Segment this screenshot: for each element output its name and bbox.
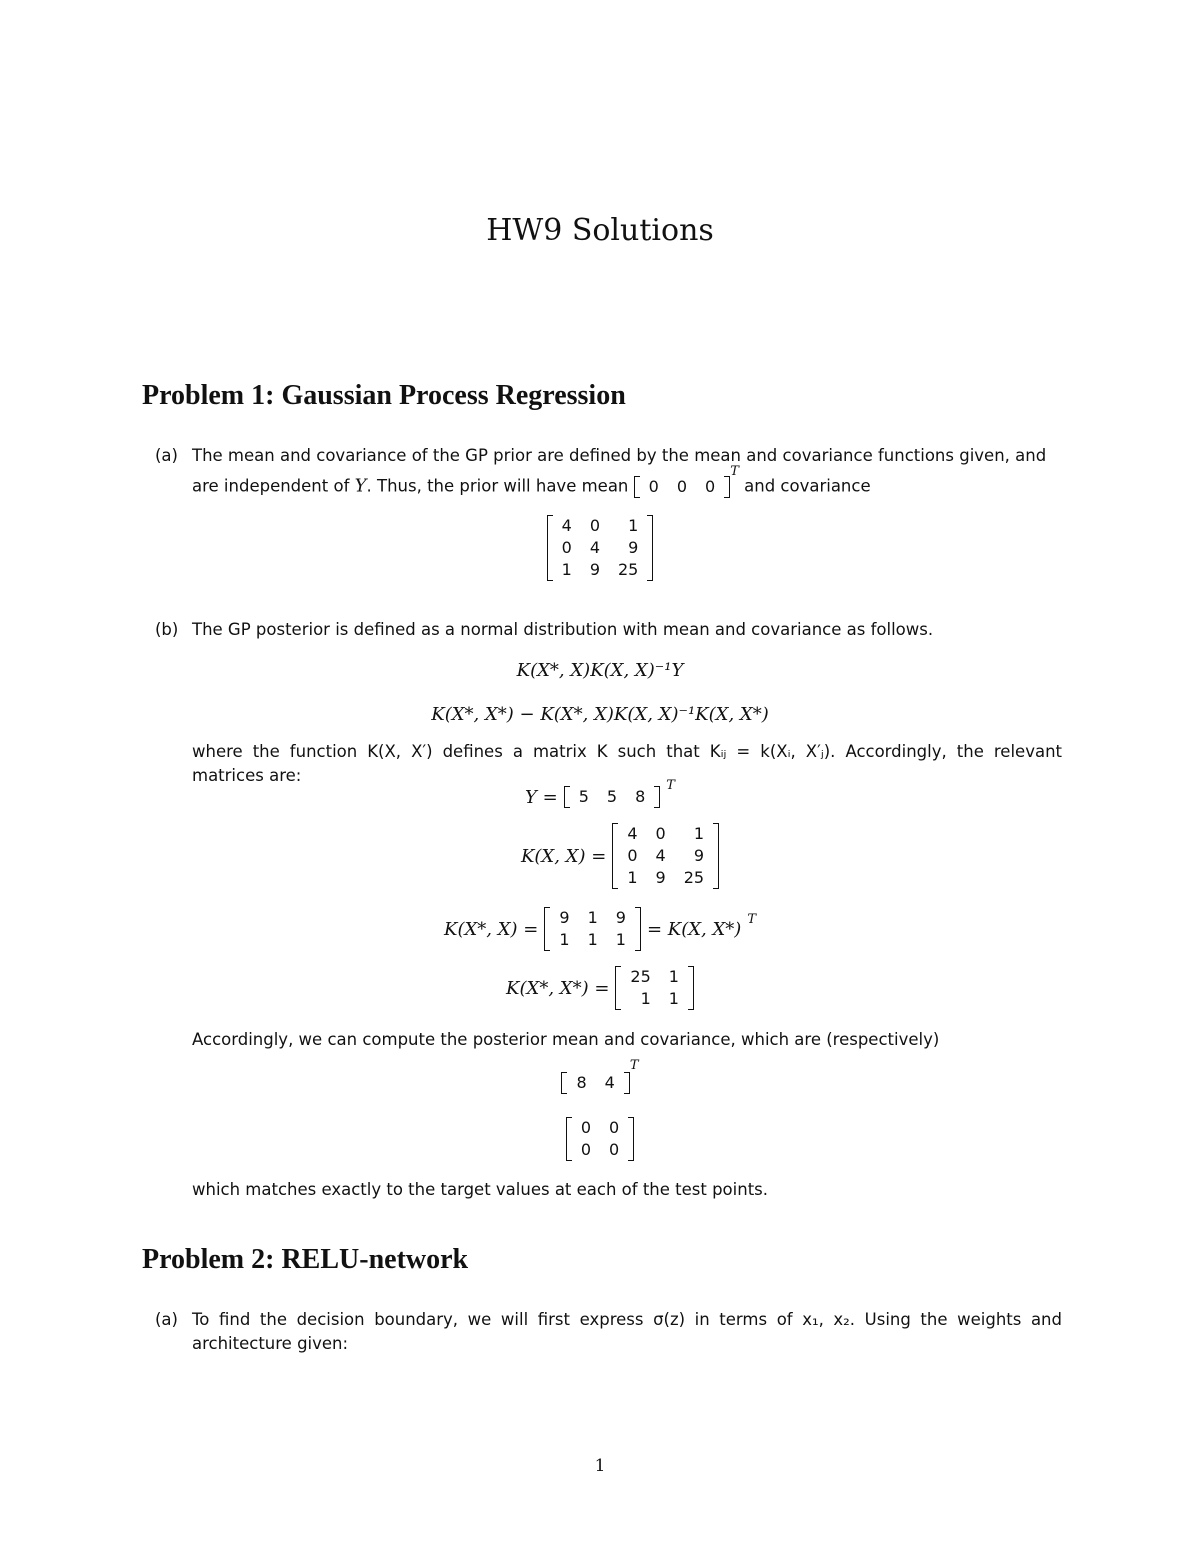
matrix-cell: 4 xyxy=(655,846,666,865)
posterior-cov-result xyxy=(0,1117,1200,1161)
matrix-cell: 0 xyxy=(580,1140,591,1159)
Kxx-label: K(X, X) = xyxy=(520,845,607,867)
document-title: HW9 Solutions xyxy=(486,213,714,248)
Kss-definition xyxy=(0,966,1200,1010)
matrix-cell: 1 xyxy=(559,930,570,949)
matrix-cell: 8 xyxy=(635,787,646,806)
matrix-cell: 8 xyxy=(576,1073,587,1092)
matrix-cell: 0 xyxy=(589,516,600,535)
matrix-row xyxy=(572,1139,628,1161)
matrix-cell: 1 xyxy=(668,989,679,1008)
prior-cov-matrix xyxy=(547,515,654,581)
part-a-line2-post: and covariance xyxy=(738,476,871,496)
transpose-symbol: T xyxy=(730,464,739,479)
matrix-cell: 1 xyxy=(587,908,598,927)
matrix-cell: 0 xyxy=(609,1140,620,1159)
transpose-symbol: T xyxy=(629,1058,639,1073)
matrix-cell: 0 xyxy=(627,846,638,865)
Ksx-label: K(X*, X) = xyxy=(444,918,539,940)
matrix-cell: 5 xyxy=(578,787,589,806)
prior-covariance xyxy=(0,515,1200,581)
Kxx-definition xyxy=(0,823,1200,889)
matrix-row xyxy=(570,786,655,808)
part-a-line2 xyxy=(192,464,1062,499)
matrix-cell: 0 xyxy=(609,1118,620,1137)
matrix-cell: 9 xyxy=(655,868,666,887)
matrix-cell: 4 xyxy=(561,516,572,535)
part-a-line2-pre: are independent of xyxy=(192,476,355,496)
problem2-heading: Problem 2: RELU-network xyxy=(142,1244,469,1275)
matrix-row xyxy=(640,476,725,498)
part-b-label: (b) xyxy=(155,620,179,639)
transpose-symbol: T xyxy=(747,911,756,927)
problem1-heading: Problem 1: Gaussian Process Regression xyxy=(142,380,626,411)
Y-definition xyxy=(0,777,1200,808)
Y-label: Y = xyxy=(525,786,558,808)
post-cov-matrix xyxy=(566,1117,634,1161)
matrix-cell: 0 xyxy=(676,477,688,496)
matrix-row xyxy=(553,537,648,559)
Kxx-matrix xyxy=(612,823,719,889)
matrix-cell: 1 xyxy=(627,868,638,887)
posterior-mean-result xyxy=(0,1058,1200,1094)
matrix-cell: 9 xyxy=(615,908,626,927)
matrix-cell: 9 xyxy=(559,908,570,927)
accordingly-text: Accordingly, we can compute the posterior mean and covariance, which are (respectively) xyxy=(192,1030,940,1049)
matrix-cell: 0 xyxy=(705,477,716,496)
page-number: 1 xyxy=(594,1456,606,1476)
matrix-row xyxy=(550,907,635,929)
prior-mean-matrix xyxy=(634,476,731,498)
posterior-mean-equation: K(X*, X)K(X, X)⁻¹Y xyxy=(516,660,684,681)
p2-part-a-line2: architecture given: xyxy=(192,1334,349,1353)
matrix-cell: 1 xyxy=(640,989,651,1008)
matrix-row xyxy=(553,559,648,581)
var-Y: Y xyxy=(354,475,367,497)
Ksx-matrix xyxy=(544,907,641,951)
matrix-cell: 5 xyxy=(606,787,618,806)
matrix-cell: 9 xyxy=(693,846,705,865)
matrix-cell: 25 xyxy=(630,967,651,986)
matrix-row xyxy=(621,988,688,1010)
part-a-label: (a) xyxy=(155,446,178,465)
matrix-row xyxy=(572,1117,628,1139)
p2-part-a-line1: To find the decision boundary, we will first express σ(z) in terms of x₁, x₂. Using the weights and xyxy=(192,1310,1062,1329)
Kss-label: K(X*, X*) = xyxy=(506,977,610,999)
matrix-cell: 9 xyxy=(628,538,639,557)
posterior-cov-equation: K(X*, X*) − K(X*, X)K(X, X)⁻¹K(X, X*) xyxy=(431,704,769,725)
matrix-row xyxy=(618,823,713,845)
matrix-cell: 0 xyxy=(580,1118,591,1137)
matrix-cell: 1 xyxy=(693,824,705,843)
matrix-cell: 1 xyxy=(668,967,679,986)
matrix-cell: 1 xyxy=(561,560,572,579)
matrix-row xyxy=(618,867,713,889)
part-a-line2-mid: . Thus, the prior will have mean xyxy=(366,476,634,496)
Kss-matrix xyxy=(615,966,694,1010)
matrix-cell: 25 xyxy=(618,560,639,579)
matrix-cell: 0 xyxy=(648,477,659,496)
matrix-cell: 4 xyxy=(589,538,600,557)
p2-part-a-label: (a) xyxy=(155,1310,178,1329)
matrix-row xyxy=(567,1072,623,1094)
matrix-cell: 1 xyxy=(628,516,639,535)
matrix-row xyxy=(618,845,713,867)
Ksx-right: = K(X, X*) xyxy=(646,918,742,940)
matrix-cell: 1 xyxy=(587,930,598,949)
matrix-cell: 0 xyxy=(561,538,572,557)
where-line1: where the function K(X, X′) defines a matrix K such that Kᵢⱼ = k(Xᵢ, X′ⱼ). Accordingly, the relevant xyxy=(192,742,1062,761)
post-mean-matrix xyxy=(561,1072,629,1094)
where-line2: matrices are: xyxy=(192,766,302,785)
matrix-row xyxy=(550,929,635,951)
conclusion-text: which matches exactly to the target values at each of the test points. xyxy=(192,1180,769,1199)
matrix-cell: 4 xyxy=(627,824,638,843)
matrix-cell: 4 xyxy=(604,1073,615,1092)
part-a-line1: The mean and covariance of the GP prior are defined by the mean and covariance functions given, and xyxy=(192,446,1047,465)
matrix-cell: 25 xyxy=(683,868,705,887)
matrix-cell: 0 xyxy=(655,824,666,843)
transpose-symbol: T xyxy=(666,777,675,793)
part-b-intro: The GP posterior is defined as a normal distribution with mean and covariance as follows. xyxy=(192,620,934,639)
matrix-cell: 9 xyxy=(589,560,600,579)
matrix-row xyxy=(621,966,688,988)
matrix-cell: 1 xyxy=(615,930,626,949)
Ksx-definition xyxy=(0,907,1200,951)
Y-matrix xyxy=(564,786,661,808)
matrix-row xyxy=(553,515,648,537)
